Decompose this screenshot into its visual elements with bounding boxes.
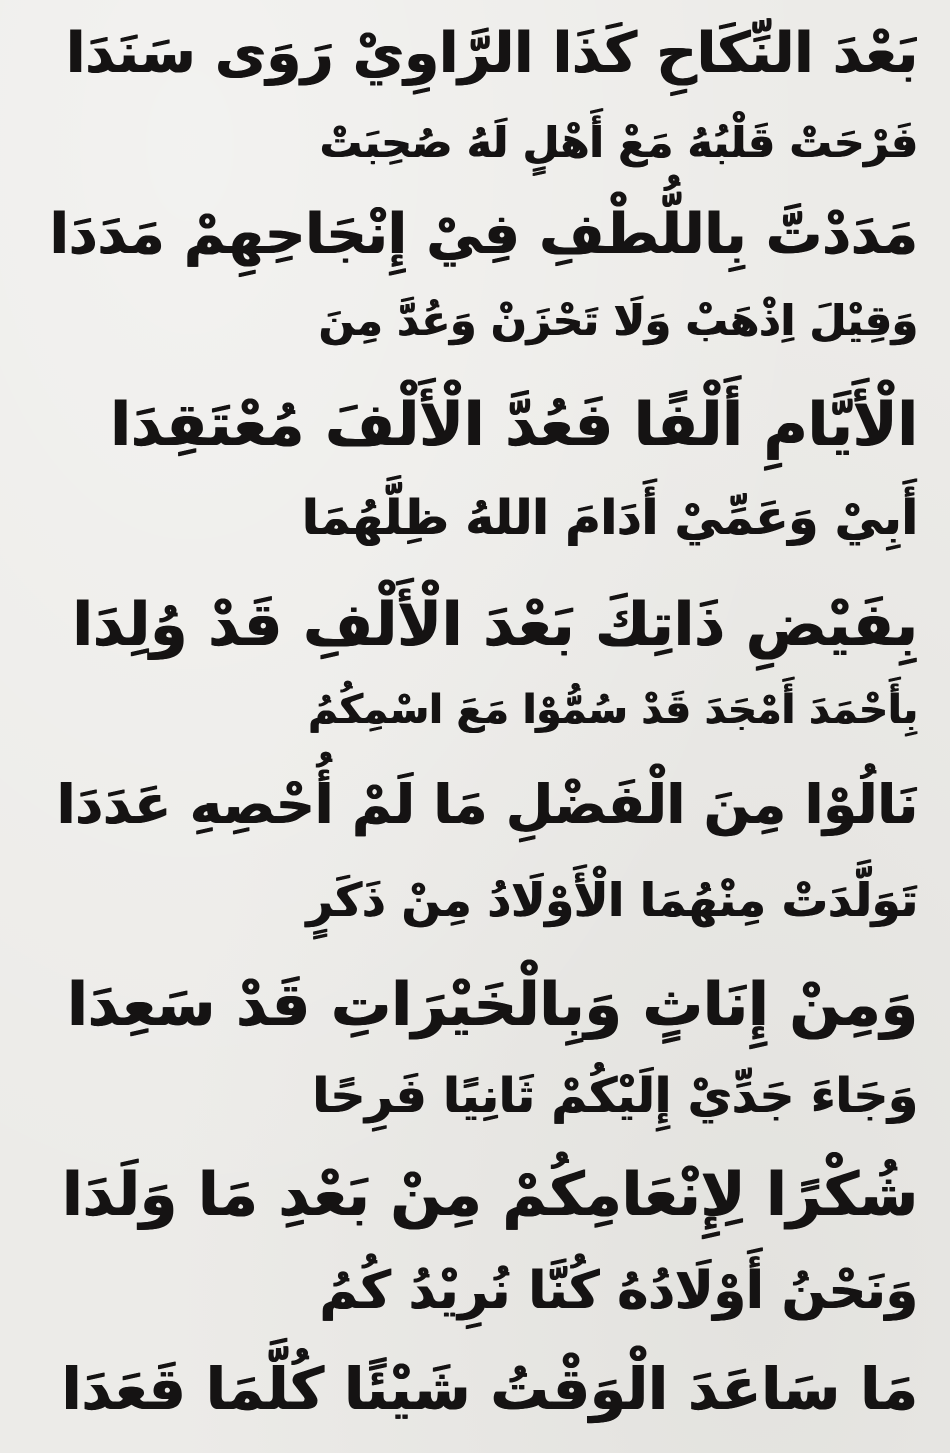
poem-line-3: مَدَدْتَّ بِاللُّطْفِ فِيْ إِنْجَاحِهِمْ مَدَدَا bbox=[49, 202, 918, 267]
poem-line-8: بِأَحْمَدَ أَمْجَدَ قَدْ سُمُّوْا مَعَ اسْمِكُمُ bbox=[308, 687, 918, 733]
poem-line-6: أَبِيْ وَعَمِّيْ أَدَامَ اللهُ ظِلَّهُمَا bbox=[302, 490, 918, 546]
poem-line-12: وَجَاءَ جَدِّيْ إِلَيْكُمْ ثَانِيًا فَرِحًا bbox=[312, 1068, 918, 1124]
poem-line-7: بِفَيْضِ ذَاتِكَ بَعْدَ الْأَلْفِ قَدْ وُلِدَا bbox=[72, 590, 918, 660]
poem-line-4: وَقِيْلَ اِذْهَبْ وَلَا تَحْزَنْ وَعُدَّ مِنَ bbox=[318, 296, 918, 345]
poem-line-13: شُكْرًا لِإِنْعَامِكُمْ مِنْ بَعْدِ مَا وَلَدَا bbox=[62, 1160, 918, 1230]
poem-line-14: وَنَحْنُ أَوْلَادُهُ كُنَّا نُرِيْدُ كُمُ bbox=[319, 1261, 918, 1321]
poem-line-11: وَمِنْ إِنَاثٍ وَبِالْخَيْرَاتِ قَدْ سَعِدَا bbox=[67, 970, 918, 1040]
poem-line-2: فَرْحَتْ قَلْبُهُ مَعْ أَهْلٍ لَهُ صُحِبَتْ bbox=[319, 118, 918, 167]
poem-line-15: مَا سَاعَدَ الْوَقْتُ شَيْئًا كُلَّمَا قَعَدَا bbox=[61, 1355, 918, 1423]
poem-line-5: الْأَيَّامِ أَلْفًا فَعُدَّ الْأَلْفَ مُعْتَقِدَا bbox=[110, 390, 918, 460]
poem-line-10: تَوَلَّدَتْ مِنْهُمَا الْأَوْلَادُ مِنْ ذَكَرٍ bbox=[306, 873, 918, 927]
poem-line-1: بَعْدَ النِّكَاحِ كَذَا الرَّاوِيْ رَوَى سَنَدَا bbox=[66, 21, 918, 86]
poem-line-9: نَالُوْا مِنَ الْفَضْلِ مَا لَمْ أُحْصِهِ عَدَدَا bbox=[56, 773, 918, 836]
